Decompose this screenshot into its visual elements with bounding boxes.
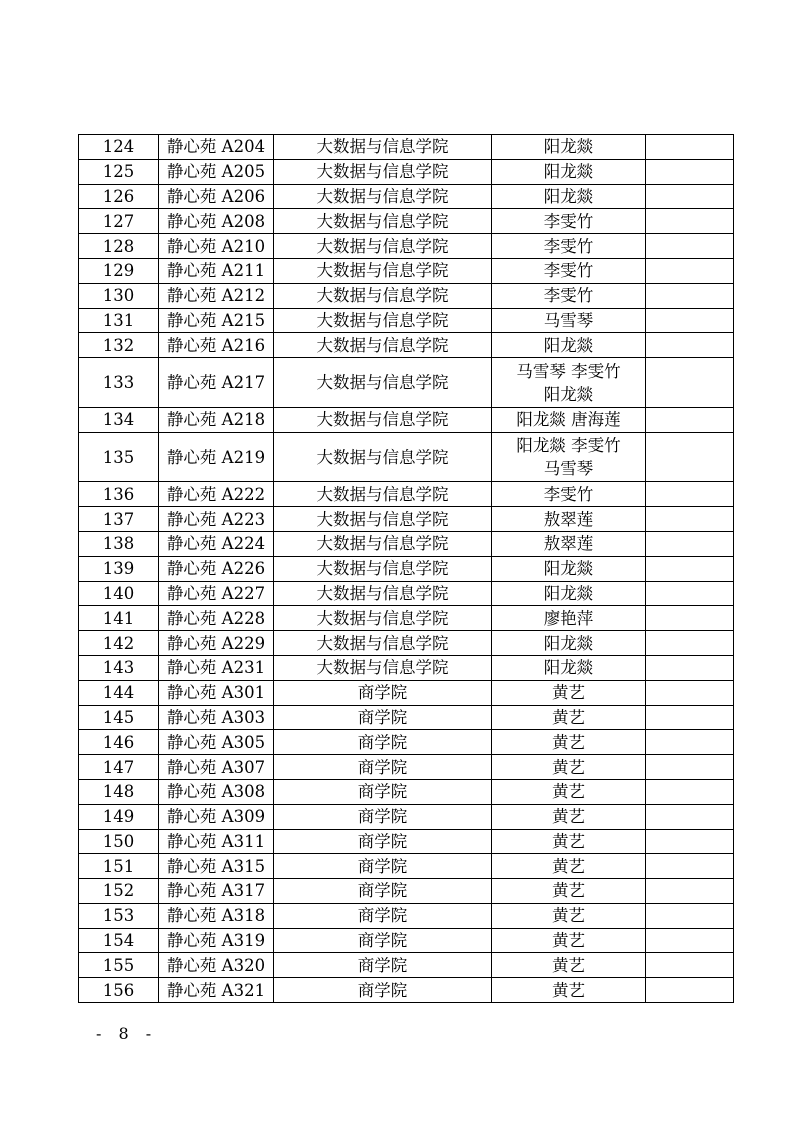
- table-row: [79, 507, 734, 532]
- cell-college: 大数据与信息学院: [274, 531, 492, 556]
- cell-staff: [492, 556, 646, 581]
- cell-college: 大数据与信息学院: [274, 432, 492, 482]
- table-row: [79, 556, 734, 581]
- table-row: [79, 333, 734, 358]
- cell-note: [646, 308, 734, 333]
- cell-college: 商学院: [274, 779, 492, 804]
- cell-number: 143: [79, 655, 159, 680]
- cell-staff: [492, 135, 646, 160]
- cell-note: [646, 531, 734, 556]
- cell-number: 139: [79, 556, 159, 581]
- cell-note: [646, 928, 734, 953]
- cell-staff: [492, 209, 646, 234]
- cell-room: 静心苑 A321: [159, 978, 274, 1003]
- cell-room: 静心苑 A217: [159, 358, 274, 408]
- cell-note: [646, 482, 734, 507]
- cell-note: [646, 705, 734, 730]
- cell-note: [646, 135, 734, 160]
- staff-name-line: 阳龙燚: [543, 559, 594, 579]
- staff-name-line: 黄艺: [552, 955, 585, 975]
- staff-name-line: 李雯竹: [543, 261, 594, 281]
- cell-note: [646, 953, 734, 978]
- cell-college: 商学院: [274, 829, 492, 854]
- cell-staff: [492, 631, 646, 656]
- cell-number: 132: [79, 333, 159, 358]
- cell-note: [646, 879, 734, 904]
- cell-number: 125: [79, 159, 159, 184]
- cell-note: [646, 779, 734, 804]
- cell-room: 静心苑 A318: [159, 903, 274, 928]
- cell-room: 静心苑 A301: [159, 680, 274, 705]
- staff-name-line: 黄艺: [552, 807, 585, 827]
- cell-number: 145: [79, 705, 159, 730]
- cell-staff: [492, 755, 646, 780]
- cell-number: 134: [79, 407, 159, 432]
- staff-name-line: 黄艺: [552, 707, 585, 727]
- cell-room: 静心苑 A215: [159, 308, 274, 333]
- cell-college: 大数据与信息学院: [274, 258, 492, 283]
- cell-room: 静心苑 A204: [159, 135, 274, 160]
- staff-name-line: 李雯竹: [543, 286, 594, 306]
- table-row: [79, 482, 734, 507]
- cell-room: 静心苑 A227: [159, 581, 274, 606]
- cell-college: 商学院: [274, 705, 492, 730]
- cell-staff: [492, 159, 646, 184]
- cell-college: 大数据与信息学院: [274, 308, 492, 333]
- cell-staff: [492, 829, 646, 854]
- cell-staff: [492, 283, 646, 308]
- cell-staff: [492, 432, 646, 482]
- cell-college: 商学院: [274, 804, 492, 829]
- cell-staff: [492, 333, 646, 358]
- table-row: [79, 730, 734, 755]
- table-row: [79, 135, 734, 160]
- cell-room: 静心苑 A226: [159, 556, 274, 581]
- cell-note: [646, 507, 734, 532]
- cell-staff: [492, 804, 646, 829]
- cell-room: 静心苑 A218: [159, 407, 274, 432]
- cell-note: [646, 234, 734, 259]
- cell-number: 127: [79, 209, 159, 234]
- cell-staff: [492, 407, 646, 432]
- staff-name-line: 阳龙燚 唐海莲: [516, 410, 621, 430]
- cell-college: 大数据与信息学院: [274, 581, 492, 606]
- cell-staff: [492, 184, 646, 209]
- cell-college: 大数据与信息学院: [274, 631, 492, 656]
- cell-note: [646, 680, 734, 705]
- staff-name-line: 阳龙燚: [543, 658, 594, 678]
- cell-number: 147: [79, 755, 159, 780]
- cell-staff: [492, 482, 646, 507]
- table-row: [79, 209, 734, 234]
- table-row: [79, 606, 734, 631]
- staff-name-line: 黄艺: [552, 980, 585, 1000]
- cell-number: 138: [79, 531, 159, 556]
- staff-name-line: 阳龙燚: [543, 633, 594, 653]
- table-row: [79, 407, 734, 432]
- table-row: [79, 854, 734, 879]
- cell-college: 大数据与信息学院: [274, 333, 492, 358]
- cell-room: 静心苑 A303: [159, 705, 274, 730]
- cell-note: [646, 804, 734, 829]
- table-row: [79, 432, 734, 482]
- cell-room: 静心苑 A211: [159, 258, 274, 283]
- staff-name-line: 黄艺: [552, 683, 585, 703]
- staff-name-line: 马雪琴: [543, 459, 594, 478]
- cell-room: 静心苑 A228: [159, 606, 274, 631]
- cell-note: [646, 358, 734, 408]
- cell-staff: [492, 928, 646, 953]
- page-number: - 8 -: [96, 1024, 158, 1043]
- cell-college: 大数据与信息学院: [274, 135, 492, 160]
- cell-note: [646, 159, 734, 184]
- cell-number: 130: [79, 283, 159, 308]
- cell-number: 140: [79, 581, 159, 606]
- cell-staff: [492, 655, 646, 680]
- table-row: [79, 779, 734, 804]
- cell-room: 静心苑 A308: [159, 779, 274, 804]
- staff-name-line: 黄艺: [552, 931, 585, 951]
- cell-room: 静心苑 A205: [159, 159, 274, 184]
- cell-college: 大数据与信息学院: [274, 209, 492, 234]
- cell-room: 静心苑 A317: [159, 879, 274, 904]
- cell-note: [646, 606, 734, 631]
- table-row: [79, 978, 734, 1003]
- staff-name-line: 阳龙燚: [543, 186, 594, 206]
- table-row: [79, 655, 734, 680]
- cell-number: 126: [79, 184, 159, 209]
- cell-note: [646, 209, 734, 234]
- cell-college: 大数据与信息学院: [274, 407, 492, 432]
- staff-name-line: 阳龙燚: [543, 335, 594, 355]
- cell-note: [646, 730, 734, 755]
- cell-staff: [492, 531, 646, 556]
- cell-room: 静心苑 A208: [159, 209, 274, 234]
- staff-name-line: 敖翠莲: [543, 509, 594, 529]
- staff-name-line: 黄艺: [552, 782, 585, 802]
- cell-room: 静心苑 A311: [159, 829, 274, 854]
- table-row: [79, 879, 734, 904]
- staff-name-line: 黄艺: [552, 881, 585, 901]
- cell-number: 155: [79, 953, 159, 978]
- cell-number: 129: [79, 258, 159, 283]
- cell-number: 148: [79, 779, 159, 804]
- cell-college: 大数据与信息学院: [274, 234, 492, 259]
- cell-room: 静心苑 A219: [159, 432, 274, 482]
- cell-number: 141: [79, 606, 159, 631]
- cell-number: 152: [79, 879, 159, 904]
- cell-room: 静心苑 A223: [159, 507, 274, 532]
- cell-number: 149: [79, 804, 159, 829]
- table-row: [79, 258, 734, 283]
- cell-staff: [492, 705, 646, 730]
- cell-staff: [492, 903, 646, 928]
- cell-college: 商学院: [274, 953, 492, 978]
- cell-note: [646, 432, 734, 482]
- staff-name-line: 黄艺: [552, 831, 585, 851]
- cell-college: 商学院: [274, 730, 492, 755]
- table-body: [79, 135, 734, 1003]
- cell-room: 静心苑 A212: [159, 283, 274, 308]
- cell-number: 151: [79, 854, 159, 879]
- cell-note: [646, 333, 734, 358]
- staff-name-line: 廖艳萍: [543, 608, 594, 628]
- cell-room: 静心苑 A315: [159, 854, 274, 879]
- staff-name-line: 黄艺: [552, 906, 585, 926]
- cell-college: 商学院: [274, 903, 492, 928]
- table-row: [79, 358, 734, 408]
- cell-staff: [492, 978, 646, 1003]
- cell-note: [646, 556, 734, 581]
- table-row: [79, 953, 734, 978]
- cell-staff: [492, 779, 646, 804]
- table-row: [79, 829, 734, 854]
- cell-college: 商学院: [274, 755, 492, 780]
- table-row: [79, 928, 734, 953]
- table-row: [79, 581, 734, 606]
- cell-college: 大数据与信息学院: [274, 358, 492, 408]
- cell-number: 156: [79, 978, 159, 1003]
- cell-staff: [492, 308, 646, 333]
- cell-number: 154: [79, 928, 159, 953]
- staff-name-line: 阳龙燚: [543, 384, 594, 404]
- cell-note: [646, 829, 734, 854]
- cell-college: 大数据与信息学院: [274, 159, 492, 184]
- cell-staff: [492, 606, 646, 631]
- cell-note: [646, 903, 734, 928]
- cell-number: 144: [79, 680, 159, 705]
- cell-college: 大数据与信息学院: [274, 655, 492, 680]
- cell-staff: [492, 730, 646, 755]
- cell-note: [646, 283, 734, 308]
- table-row: [79, 705, 734, 730]
- cell-room: 静心苑 A309: [159, 804, 274, 829]
- table-row: [79, 903, 734, 928]
- cell-room: 静心苑 A224: [159, 531, 274, 556]
- cell-college: 大数据与信息学院: [274, 482, 492, 507]
- cell-college: 商学院: [274, 879, 492, 904]
- table-row: [79, 283, 734, 308]
- cell-room: 静心苑 A305: [159, 730, 274, 755]
- cell-college: 大数据与信息学院: [274, 606, 492, 631]
- cell-staff: [492, 879, 646, 904]
- dorm-assignment-table: [78, 134, 734, 1003]
- cell-college: 商学院: [274, 854, 492, 879]
- cell-room: 静心苑 A206: [159, 184, 274, 209]
- table-row: [79, 308, 734, 333]
- cell-note: [646, 978, 734, 1003]
- cell-room: 静心苑 A231: [159, 655, 274, 680]
- cell-number: 146: [79, 730, 159, 755]
- table-row: [79, 184, 734, 209]
- cell-number: 135: [79, 432, 159, 482]
- staff-name-line: 阳龙燚: [543, 162, 594, 182]
- staff-name-line: 阳龙燚: [543, 583, 594, 603]
- cell-note: [646, 755, 734, 780]
- cell-staff: [492, 953, 646, 978]
- cell-number: 137: [79, 507, 159, 532]
- cell-number: 124: [79, 135, 159, 160]
- cell-college: 商学院: [274, 680, 492, 705]
- table-row: [79, 159, 734, 184]
- staff-name-line: 黄艺: [552, 732, 585, 752]
- cell-room: 静心苑 A320: [159, 953, 274, 978]
- cell-staff: [492, 358, 646, 408]
- staff-name-line: 黄艺: [552, 856, 585, 876]
- table-row: [79, 631, 734, 656]
- cell-college: 大数据与信息学院: [274, 507, 492, 532]
- table-row: [79, 531, 734, 556]
- table-row: [79, 804, 734, 829]
- staff-name-line: 李雯竹: [543, 211, 594, 231]
- cell-note: [646, 184, 734, 209]
- table-row: [79, 680, 734, 705]
- table-row: [79, 234, 734, 259]
- cell-room: 静心苑 A216: [159, 333, 274, 358]
- cell-staff: [492, 680, 646, 705]
- cell-staff: [492, 507, 646, 532]
- cell-note: [646, 854, 734, 879]
- cell-note: [646, 631, 734, 656]
- cell-room: 静心苑 A210: [159, 234, 274, 259]
- cell-note: [646, 258, 734, 283]
- cell-staff: [492, 581, 646, 606]
- staff-name-line: 阳龙燚 李雯竹: [516, 436, 621, 455]
- staff-name-line: 阳龙燚: [543, 137, 594, 157]
- cell-number: 133: [79, 358, 159, 408]
- cell-number: 150: [79, 829, 159, 854]
- staff-name-line: 马雪琴 李雯竹: [516, 361, 621, 381]
- staff-name-line: 敖翠莲: [543, 534, 594, 554]
- cell-room: 静心苑 A307: [159, 755, 274, 780]
- cell-staff: [492, 854, 646, 879]
- cell-staff: [492, 258, 646, 283]
- cell-college: 大数据与信息学院: [274, 556, 492, 581]
- cell-number: 142: [79, 631, 159, 656]
- cell-room: 静心苑 A319: [159, 928, 274, 953]
- cell-college: 商学院: [274, 978, 492, 1003]
- cell-note: [646, 581, 734, 606]
- table-row: [79, 755, 734, 780]
- cell-number: 136: [79, 482, 159, 507]
- cell-room: 静心苑 A222: [159, 482, 274, 507]
- cell-note: [646, 407, 734, 432]
- cell-number: 131: [79, 308, 159, 333]
- cell-college: 商学院: [274, 928, 492, 953]
- staff-name-line: 马雪琴: [543, 310, 594, 330]
- staff-name-line: 李雯竹: [543, 236, 594, 256]
- cell-number: 128: [79, 234, 159, 259]
- staff-name-line: 黄艺: [552, 757, 585, 777]
- cell-room: 静心苑 A229: [159, 631, 274, 656]
- cell-college: 大数据与信息学院: [274, 184, 492, 209]
- staff-name-line: 李雯竹: [543, 484, 594, 504]
- cell-staff: [492, 234, 646, 259]
- cell-note: [646, 655, 734, 680]
- cell-college: 大数据与信息学院: [274, 283, 492, 308]
- cell-number: 153: [79, 903, 159, 928]
